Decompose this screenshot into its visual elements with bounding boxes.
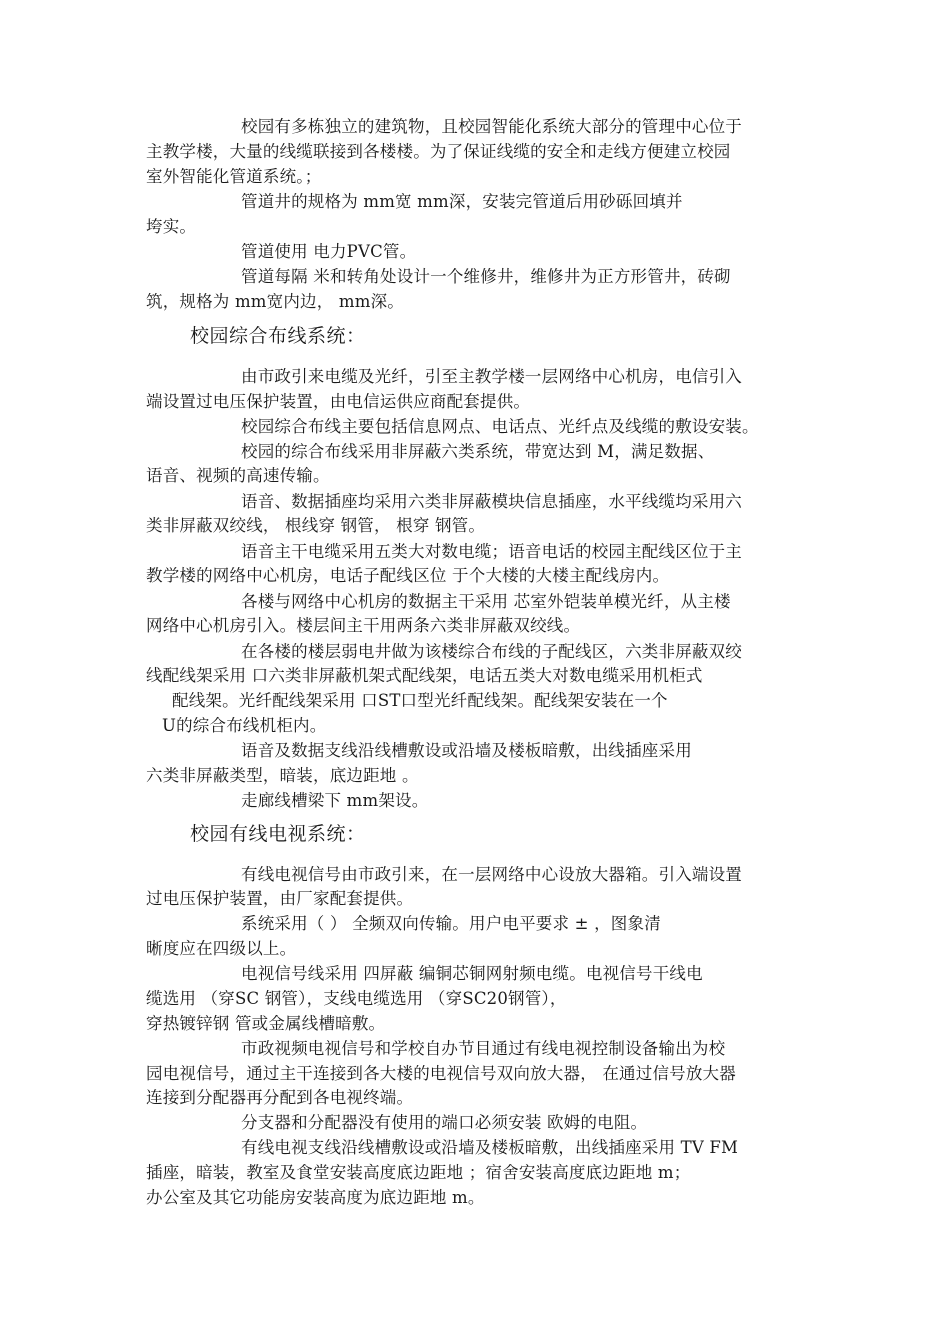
catv-p6-line1: 有线电视支线沿线槽敷设或沿墙及楼板暗敷，出线插座采用 TV FM xyxy=(241,1138,739,1157)
cabling-p7-line1: 在各楼的楼层弱电井做为该楼综合布线的子配线区，六类非屏蔽双绞 xyxy=(241,642,742,661)
catv-p3-line1: 电视信号线采用 四屏蔽 编铜芯铜网射频电缆。电视信号干线电 xyxy=(241,964,703,983)
catv-p2-line1: 系统采用（ ） 全频双向传输。用户电平要求 ± ，图象清 xyxy=(241,914,661,933)
catv-p4-line3: 连接到分配器再分配到各电视终端。 xyxy=(146,1088,414,1107)
catv-heading: 校园有线电视系统： xyxy=(190,823,366,845)
cabling-p9-line1: 走廊线槽梁下 mm架设。 xyxy=(241,791,429,810)
cabling-heading: 校园综合布线系统： xyxy=(190,325,366,347)
pipeline-p1-line1: 校园有多栋独立的建筑物，且校园智能化系统大部分的管理中心位于 xyxy=(241,117,742,136)
pipeline-p4-line1: 管道每隔 米和转角处设计一个维修井，维修井为正方形管井，砖砌 xyxy=(241,267,731,286)
catv-p6-line2: 插座，暗装，教室及食堂安装高度底边距地 ；宿舍安装高度底边距地 m； xyxy=(146,1163,691,1182)
cabling-p6-line2: 网络中心机房引入。楼层间主干用两条六类非屏蔽双绞线。 xyxy=(146,616,581,635)
pipeline-p1-line2: 主教学楼，大量的线缆联接到各楼楼。为了保证线缆的安全和走线方便建立校园 xyxy=(146,142,731,161)
cabling-p8-line2: 六类非屏蔽类型，暗装，底边距地 。 xyxy=(146,766,419,785)
pipeline-p4-line2: 筑，规格为 mm宽内边， mm深。 xyxy=(146,292,404,311)
cabling-p1-line1: 由市政引来电缆及光纤，引至主教学楼一层网络中心机房，电信引入 xyxy=(241,367,742,386)
cabling-p8-line1: 语音及数据支线沿线槽敷设或沿墙及楼板暗敷，出线插座采用 xyxy=(241,741,692,760)
catv-p4-line1: 市政视频电视信号和学校自办节目通过有线电视控制设备输出为校 xyxy=(241,1039,726,1058)
cabling-p4-line1: 语音、数据插座均采用六类非屏蔽模块信息插座，水平线缆均采用六 xyxy=(241,492,742,511)
pipeline-p2-line2: 垮实。 xyxy=(146,217,197,236)
cabling-p1-line2: 端设置过电压保护装置，由电信运供应商配套提供。 xyxy=(146,392,531,411)
cabling-p5-line1: 语音主干电缆采用五类大对数电缆；语音电话的校园主配线区位于主 xyxy=(241,542,742,561)
cabling-p3-line1: 校园的综合布线采用非屏蔽六类系统，带宽达到 M，满足数据、 xyxy=(241,442,715,461)
cabling-p7-line4: U的综合布线机柜内。 xyxy=(162,716,327,735)
catv-p3-line3: 穿热镀锌钢 管或金属线槽暗敷。 xyxy=(146,1014,386,1033)
cabling-p7-line3: 配线架。光纤配线架采用 口ST口型光纤配线架。配线架安装在一个 xyxy=(172,691,668,710)
catv-p1-line1: 有线电视信号由市政引来，在一层网络中心设放大器箱。引入端设置 xyxy=(241,865,742,884)
cabling-p3-line2: 语音、视频的高速传输。 xyxy=(146,466,330,485)
catv-p4-line2: 园电视信号，通过主干连接到各大楼的电视信号双向放大器， 在通过信号放大器 xyxy=(146,1064,736,1083)
catv-p3-line2: 缆选用 （穿SC 钢管），支线电缆选用 （穿SC20钢管）， xyxy=(146,989,567,1008)
cabling-p7-line2: 线配线架采用 口六类非屏蔽机架式配线架，电话五类大对数电缆采用机柜式 xyxy=(146,666,703,685)
pipeline-p1-line3: 室外智能化管道系统。； xyxy=(146,167,322,186)
pipeline-p3-line1: 管道使用 电力PVC管。 xyxy=(241,242,417,261)
cabling-p6-line1: 各楼与网络中心机房的数据主干采用 芯室外铠装单模光纤，从主楼 xyxy=(241,592,731,611)
pipeline-p2-line1: 管道井的规格为 mm宽 mm深，安装完管道后用砂砾回填并 xyxy=(241,192,683,211)
catv-p2-line2: 晰度应在四级以上。 xyxy=(146,939,297,958)
cabling-p5-line2: 教学楼的网络中心机房，电话子配线区位 于个大楼的大楼主配线房内。 xyxy=(146,566,670,585)
catv-p1-line2: 过电压保护装置，由厂家配套提供。 xyxy=(146,889,414,908)
catv-p6-line3: 办公室及其它功能房安装高度为底边距地 m。 xyxy=(146,1188,485,1207)
catv-p5-line1: 分支器和分配器没有使用的端口必须安装 欧姆的电阻。 xyxy=(241,1113,648,1132)
cabling-p4-line2: 类非屏蔽双绞线， 根线穿 钢管， 根穿 钢管。 xyxy=(146,516,486,535)
cabling-p2-line1: 校园综合布线主要包括信息网点、电话点、光纤点及线缆的敷设安装。 xyxy=(241,417,759,436)
